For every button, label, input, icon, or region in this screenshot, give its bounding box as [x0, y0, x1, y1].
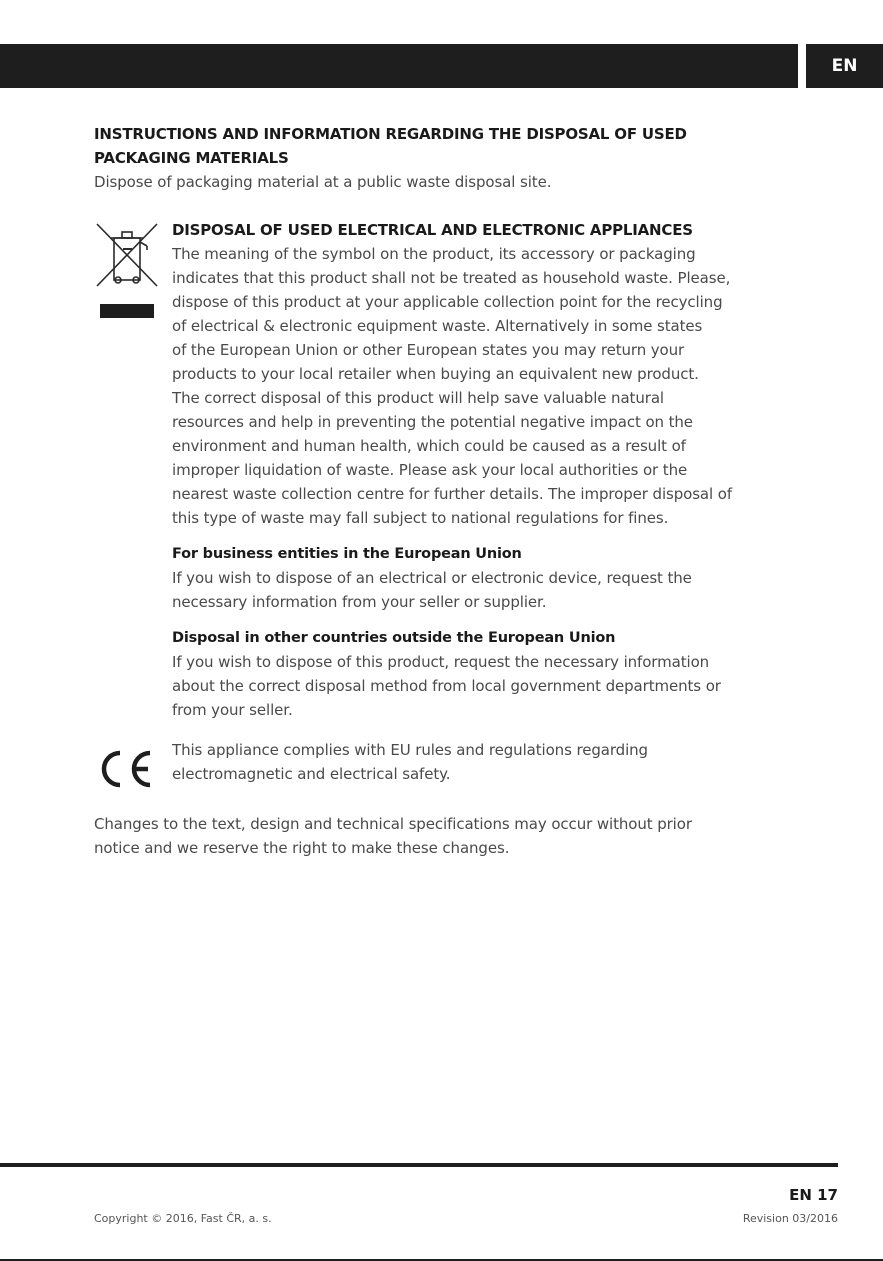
ce-mark-icon	[96, 748, 154, 790]
copyright-text: Copyright © 2016, Fast ČR, a. s.	[94, 1212, 272, 1225]
language-tab: EN	[806, 44, 883, 88]
revision-text: Revision 03/2016	[742, 1212, 838, 1225]
weee-line: environment and human health, which could be caused as a result of	[172, 437, 686, 455]
weee-line: The correct disposal of this product will help save valuable natural	[172, 389, 664, 407]
weee-heading: DISPOSAL OF USED ELECTRICAL AND ELECTRONIC APPLIANCES	[172, 221, 693, 239]
weee-section	[94, 218, 794, 722]
non-eu-line: If you wish to dispose of this product, request the necessary information	[172, 653, 710, 671]
changes-notice	[94, 812, 794, 860]
non-eu-heading: Disposal in other countries outside the European Union	[172, 630, 616, 646]
packaging-section	[94, 122, 794, 194]
weee-line: nearest waste collection centre for further details. The improper disposal of	[172, 485, 733, 503]
packaging-text: Dispose of packaging material at a public waste disposal site.	[94, 173, 552, 191]
changes-line: Changes to the text, design and technical specifications may occur without prior	[94, 815, 692, 833]
weee-line: of electrical & electronic equipment waste. Alternatively in some states	[172, 317, 703, 335]
ce-line: electromagnetic and electrical safety.	[172, 765, 451, 783]
changes-line: notice and we reserve the right to make these changes.	[94, 839, 510, 857]
non-eu-line: about the correct disposal method from local government departments or	[172, 677, 721, 695]
weee-line: of the European Union or other European states you may return your	[172, 341, 685, 359]
crossed-out-wheelie-bin-icon	[94, 220, 160, 320]
footer-rule	[0, 1163, 838, 1167]
packaging-heading-line1: INSTRUCTIONS AND INFORMATION REGARDING THE DISPOSAL OF USED	[94, 125, 687, 143]
weee-line: this type of waste may fall subject to national regulations for fines.	[172, 509, 669, 527]
ce-section	[94, 738, 794, 786]
weee-line: improper liquidation of waste. Please ask your local authorities or the	[172, 461, 688, 479]
non-eu-line: from your seller.	[172, 701, 293, 719]
eu-business-line: If you wish to dispose of an electrical or electronic device, request the	[172, 569, 692, 587]
eu-business-heading: For business entities in the European Union	[172, 546, 522, 562]
ce-line: This appliance complies with EU rules and regulations regarding	[172, 741, 648, 759]
page-number: EN 17	[789, 1186, 838, 1204]
weee-line: indicates that this product shall not be treated as household waste. Please,	[172, 269, 731, 287]
weee-line: resources and help in preventing the potential negative impact on the	[172, 413, 693, 431]
weee-line: The meaning of the symbol on the product, its accessory or packaging	[172, 245, 696, 263]
weee-line: products to your local retailer when buying an equivalent new product.	[172, 365, 699, 383]
weee-line: dispose of this product at your applicable collection point for the recycling	[172, 293, 723, 311]
packaging-heading-line2: PACKAGING MATERIALS	[94, 149, 289, 167]
eu-business-line: necessary information from your seller or supplier.	[172, 593, 547, 611]
header-bar	[0, 44, 798, 88]
